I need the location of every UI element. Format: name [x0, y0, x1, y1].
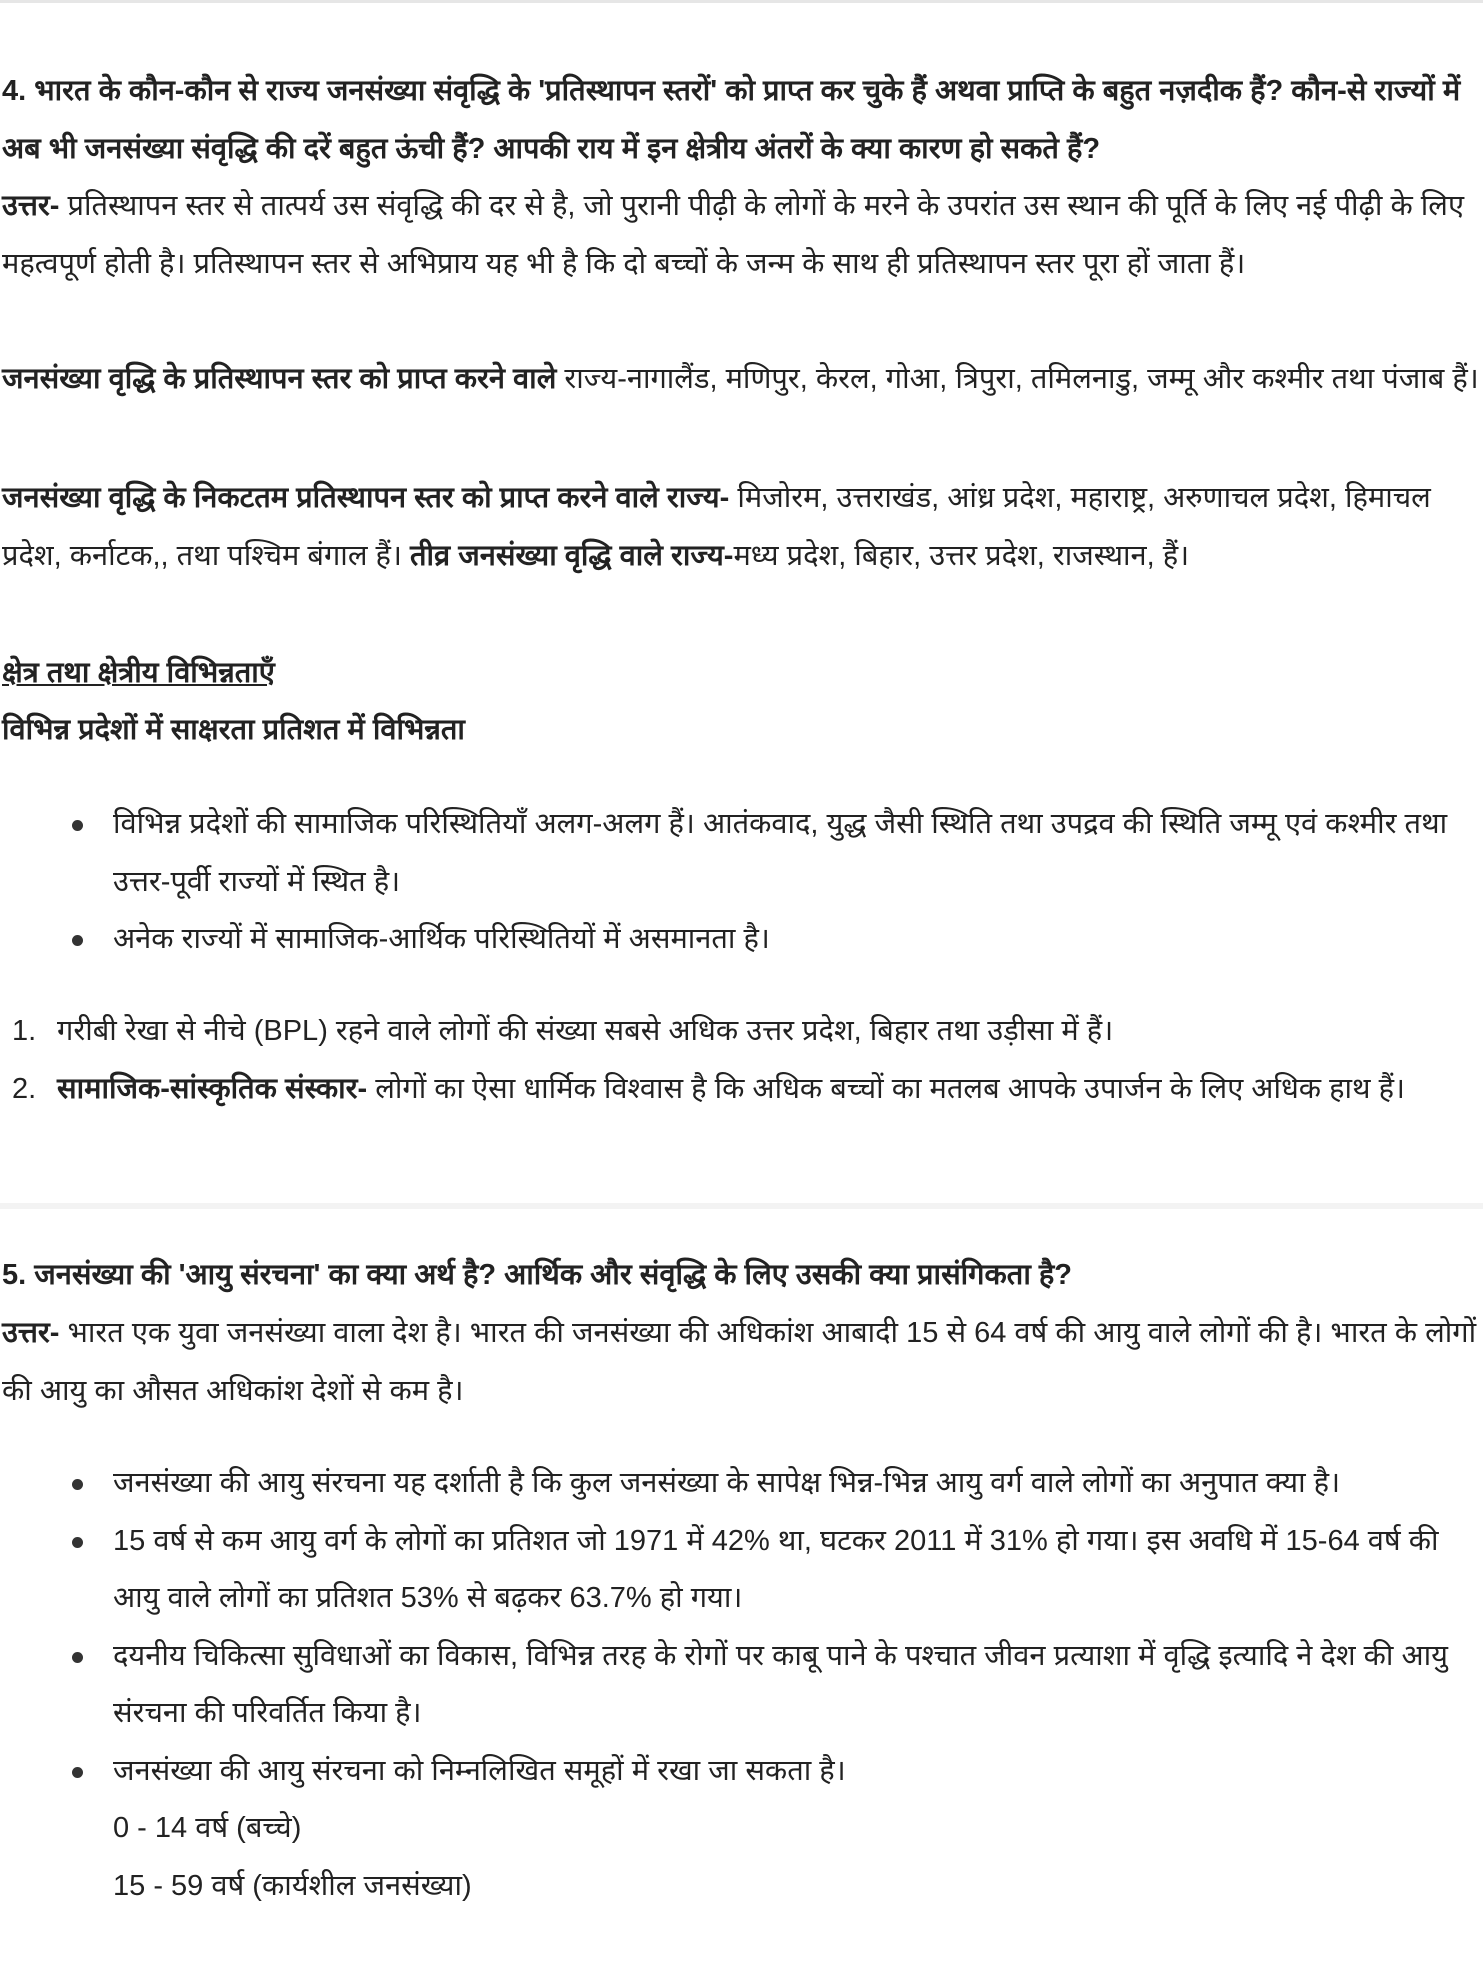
list-item — [2, 1743, 1480, 1916]
list-item: 15 वर्ष से कम आयु वर्ग के लोगों का प्रतिशत जो 1971 में 42% था, घटकर 2011 में 31% हो गया। इस अवधि में 15-64 वर्ष की आयु वाले लोगों का प्रतिशत 53% से बढ़कर 63.7% हो गया। — [2, 1513, 1480, 1628]
bullet-list — [2, 796, 1480, 969]
section-divider — [0, 1203, 1483, 1209]
near-replacement-states — [2, 470, 1480, 585]
question-4-title: 4. भारत के कौन-कौन से राज्य जनसंख्या संवृद्धि के 'प्रतिस्थापन स्तरों' को प्राप्त कर चुके हैं अथवा प्राप्ति के बहुत नज़दीक हैं? कौन-से राज्यों में अब भी जनसंख्या संवृद्धि की दरें बहुत ऊंची हैं? आपकी राय में इन क्षेत्रीय अंतरों के क्या कारण हो सकते हैं? — [2, 75, 1461, 165]
answer-label: उत्तर- — [2, 1317, 60, 1349]
list-item — [2, 1061, 1480, 1119]
age-group: 0 - 14 वर्ष (बच्चे) — [113, 1812, 302, 1844]
list-item: अनेक राज्यों में सामाजिक-आर्थिक परिस्थितियों में असमानता है। — [2, 911, 1480, 969]
top-divider — [0, 0, 1483, 3]
list-text: गरीबी रेखा से नीचे (BPL) रहने वाले लोगों की संख्या सबसे अधिक उत्तर प्रदेश, बिहार तथा उड़ीसा में हैं। — [57, 1015, 1114, 1047]
paragraph-label: जनसंख्या वृद्धि के प्रतिस्थापन स्तर को प्राप्त करने वाले — [2, 363, 557, 395]
list-item: विभिन्न प्रदेशों की सामाजिक परिस्थितियाँ अलग-अलग हैं। आतंकवाद, युद्ध जैसी स्थिति तथा उपद्रव की स्थिति जम्मू एवं कश्मीर तथा उत्तर-पूर्वी राज्यों में स्थित है। — [2, 796, 1480, 911]
list-text: लोगों का ऐसा धार्मिक विश्वास है कि अधिक बच्चों का मतलब आपके उपार्जन के लिए अधिक हाथ हैं। — [367, 1072, 1406, 1105]
list-text: जनसंख्या की आयु संरचना को निम्नलिखित समूहों में रखा जा सकता है। — [113, 1754, 846, 1787]
paragraph-text: राज्य-नागालैंड, मणिपुर, केरल, गोआ, त्रिपुरा, तमिलनाडु, जम्मू और कश्मीर तथा पंजाब हैं। — [556, 363, 1479, 395]
paragraph-label: जनसंख्या वृद्धि के निकटतम प्रतिस्थापन स्तर को प्राप्त करने वाले राज्य- — [2, 482, 730, 514]
question-5-answer — [2, 1305, 1480, 1420]
replacement-level-states — [2, 351, 1480, 409]
list-number: 1. — [12, 1015, 37, 1047]
list-label: सामाजिक-सांस्कृतिक संस्कार- — [57, 1072, 368, 1105]
bullet-list — [2, 1455, 1480, 1915]
age-group: 15 - 59 वर्ष (कार्यशील जनसंख्या) — [113, 1869, 472, 1902]
paragraph-text: मिजोरम, उत्तराखंड, आंध्र प्रदेश, महाराष्ट्र, अरुणाचल प्रदेश, हिमाचल प्रदेश, कर्नाटक,, तथा पश्चिम बंगाल हैं। — [2, 482, 1431, 572]
list-number: 2. — [12, 1072, 37, 1105]
paragraph-label: तीव्र जनसंख्या वृद्धि वाले राज्य- — [410, 539, 734, 572]
list-item — [2, 1003, 1480, 1061]
section-heading: क्षेत्र तथा क्षेत्रीय विभिन्नताएँ — [2, 657, 275, 689]
answer-label: उत्तर- — [2, 190, 60, 222]
answer-text: भारत एक युवा जनसंख्या वाला देश है। भारत की जनसंख्या की अधिकांश आबादी 15 से 64 वर्ष की आयु वाले लोगों की है। भारत के लोगों की आयु का औसत अधिकांश देशों से कम है। — [2, 1317, 1477, 1407]
numbered-list — [2, 1003, 1480, 1118]
list-item: दयनीय चिकित्सा सुविधाओं का विकास, विभिन्न तरह के रोगों पर काबू पाने के पश्चात जीवन प्रत्याशा में वृद्धि इत्यादि ने देश की आयु संरचना की परिवर्तित किया है। — [2, 1628, 1480, 1743]
list-item: जनसंख्या की आयु संरचना यह दर्शाती है कि कुल जनसंख्या के सापेक्ष भिन्न-भिन्न आयु वर्ग वाले लोगों का अनुपात क्या है। — [2, 1455, 1480, 1513]
question-5-title: 5. जनसंख्या की 'आयु संरचना' का क्या अर्थ है? आर्थिक और संवृद्धि के लिए उसकी क्या प्रासंगिकता है? — [2, 1259, 1072, 1291]
answer-text: प्रतिस्थापन स्तर से तात्पर्य उस संवृद्धि की दर से है, जो पुरानी पीढ़ी के लोगों के मरने के उपरांत उस स्थान की पूर्ति के लिए नई पीढ़ी के लिए महत्वपूर्ण होती है। प्रतिस्थापन स्तर से अभिप्राय यह भी है कि दो बच्चों के जन्म के साथ ही प्रतिस्थापन स्तर पूरा हों जाता हैं। — [2, 190, 1464, 280]
question-4-answer — [2, 178, 1480, 293]
section-subheading: विभिन्न प्रदेशों में साक्षरता प्रतिशत में विभिन्नता — [2, 714, 465, 746]
paragraph-text: मध्य प्रदेश, बिहार, उत्तर प्रदेश, राजस्थान, हैं। — [733, 539, 1190, 572]
